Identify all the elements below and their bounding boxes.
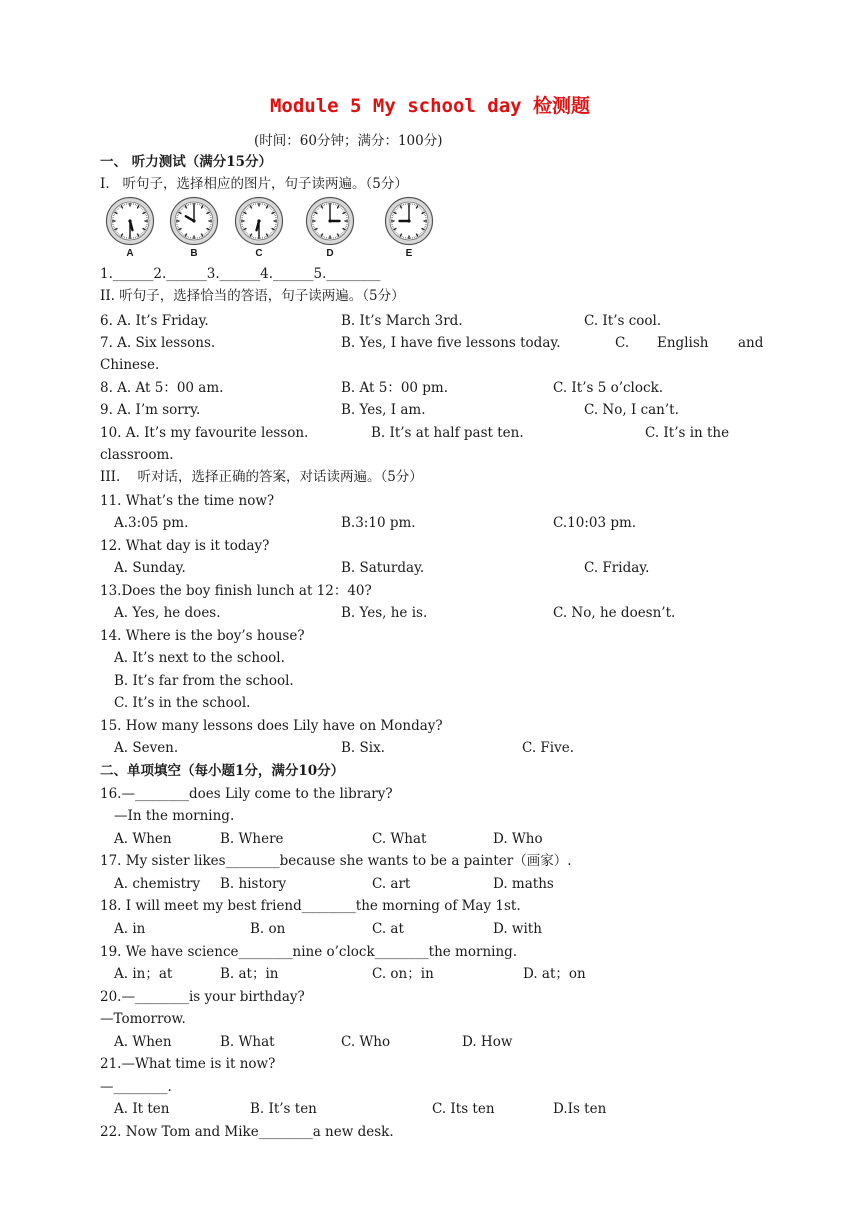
q8-option-b: B. At 5：00 pm.	[341, 380, 449, 396]
q10-option-c: C. It’s in the	[645, 425, 730, 441]
q13-option-b: B. Yes, he is.	[341, 605, 428, 621]
q10-option-c-cont: classroom.	[100, 447, 174, 463]
q13-option-c: C. No, he doesn’t.	[553, 605, 676, 621]
q17-option-b: B. history	[220, 876, 287, 892]
q18-question: 18. I will meet my best friend________the morning of May 1st.	[100, 898, 521, 914]
q21-option-a: A. It ten	[114, 1101, 170, 1117]
q6-option-a: 6. A. It’s Friday.	[100, 313, 209, 329]
q8-option-c: C. It’s 5 o’clock.	[553, 380, 664, 396]
clock-e-image	[384, 196, 434, 246]
clock-center	[257, 219, 260, 222]
q20-option-a: A. When	[114, 1034, 172, 1050]
q6-option-b: B. It’s March 3rd.	[341, 313, 463, 329]
q15-option-b: B. Six.	[341, 740, 385, 756]
q17-question: 17. My sister likes________because she wants to be a painter（画家）.	[100, 853, 572, 869]
q16-option-c: C. What	[372, 831, 427, 847]
part-i-instruction: I. 听句子，选择相应的图片，句子读两遍。（5分）	[100, 176, 408, 192]
q15-option-a: A. Seven.	[114, 740, 179, 756]
q17-option-d: D. maths	[493, 876, 554, 892]
section-multiple-choice-heading: 二、单项填空（每小题1分，满分10分）	[100, 763, 345, 779]
q9-option-b: B. Yes, I am.	[341, 402, 426, 418]
clock-label-c: C	[255, 248, 263, 259]
q14-option-c: C. It’s in the school.	[114, 695, 251, 711]
q14-option-a: A. It’s next to the school.	[114, 650, 285, 666]
q10-option-a: 10. A. It’s my favourite lesson.	[100, 425, 309, 441]
section-listening-heading: 一、 听力测试（满分15分）	[100, 154, 272, 170]
q6-option-c: C. It’s cool.	[584, 313, 662, 329]
q12-question: 12. What day is it today?	[100, 538, 270, 554]
q18-option-c: C. at	[372, 921, 404, 937]
q12-option-b: B. Saturday.	[341, 560, 425, 576]
q20-answer: —Tomorrow.	[100, 1011, 186, 1027]
q11-question: 11. What’s the time now?	[100, 493, 275, 509]
q18-option-a: A. in	[114, 921, 146, 937]
q19-option-b: B. at；in	[220, 966, 279, 982]
q7-option-c-word1: English	[657, 335, 709, 351]
q19-option-a: A. in；at	[114, 966, 173, 982]
q8-option-a: 8. A. At 5：00 am.	[100, 380, 224, 396]
q9-option-a: 9. A. I’m sorry.	[100, 402, 201, 418]
q7-option-c-letter: C.	[615, 335, 630, 351]
clock-a-image	[105, 196, 155, 246]
q20-option-d: D. How	[462, 1034, 513, 1050]
q21-option-d: D.Is ten	[553, 1101, 607, 1117]
q21-option-c: C. Its ten	[432, 1101, 495, 1117]
q17-option-c: C. art	[372, 876, 411, 892]
clock-label-b: B	[190, 248, 198, 259]
q13-question: 13.Does the boy finish lunch at 12：40?	[100, 583, 372, 599]
q15-option-c: C. Five.	[522, 740, 575, 756]
q21-option-b: B. It’s ten	[250, 1101, 317, 1117]
q13-option-a: A. Yes, he does.	[114, 605, 221, 621]
part-ii-instruction: II. 听句子，选择恰当的答语，句子读两遍。（5分）	[100, 288, 405, 304]
q11-option-b: B.3:10 pm.	[341, 515, 416, 531]
clock-center	[192, 219, 195, 222]
q16-option-d: D. Who	[493, 831, 543, 847]
clock-d-image	[305, 196, 355, 246]
q19-option-d: D. at；on	[523, 966, 586, 982]
q7-option-c-word2: and	[738, 335, 764, 351]
q7-option-a: 7. A. Six lessons.	[100, 335, 216, 351]
q10-option-b: B. It’s at half past ten.	[371, 425, 524, 441]
q22-question: 22. Now Tom and Mike________a new desk.	[100, 1124, 394, 1140]
q9-option-c: C. No, I can’t.	[584, 402, 679, 418]
q7-option-c-word3: Chinese.	[100, 357, 160, 373]
clock-center	[128, 219, 131, 222]
clock-label-d: D	[326, 248, 334, 259]
clock-center	[328, 219, 331, 222]
q21-answer-blank: —________.	[100, 1079, 172, 1095]
q11-option-a: A.3:05 pm.	[114, 515, 189, 531]
q20-option-c: C. Who	[341, 1034, 391, 1050]
q21-question: 21.—What time is it now?	[100, 1056, 276, 1072]
q14-question: 14. Where is the boy’s house?	[100, 628, 305, 644]
clock-b-image	[169, 196, 219, 246]
q11-option-c: C.10:03 pm.	[553, 515, 637, 531]
q16-option-a: A. When	[114, 831, 172, 847]
q16-answer: —In the morning.	[114, 808, 235, 824]
q19-question: 19. We have science________nine o’clock________the morning.	[100, 944, 518, 960]
q12-option-c: C. Friday.	[584, 560, 650, 576]
q20-question: 20.—________is your birthday?	[100, 989, 305, 1005]
q15-question: 15. How many lessons does Lily have on Monday?	[100, 718, 443, 734]
page-title: Module 5 My school day 检测题	[269, 95, 591, 117]
q16-option-b: B. Where	[220, 831, 284, 847]
q17-option-a: A. chemistry	[114, 876, 201, 892]
q20-option-b: B. What	[220, 1034, 275, 1050]
clock-label-e: E	[405, 248, 413, 259]
part-iii-instruction: III. 听对话，选择正确的答案，对话读两遍。（5分）	[100, 469, 423, 485]
q19-option-c: C. on；in	[372, 966, 434, 982]
clock-center	[407, 219, 410, 222]
subtitle: (时间：60分钟；满分：100分)	[254, 133, 443, 149]
q18-option-b: B. on	[250, 921, 286, 937]
answer-blanks-1-5: 1.______2.______3.______4.______5.________	[100, 266, 381, 282]
q14-option-b: B. It’s far from the school.	[114, 673, 294, 689]
q12-option-a: A. Sunday.	[114, 560, 186, 576]
q7-option-b: B. Yes, I have five lessons today.	[341, 335, 561, 351]
q16-question: 16.—________does Lily come to the library?	[100, 786, 393, 802]
clock-c-image	[234, 196, 284, 246]
q18-option-d: D. with	[493, 921, 542, 937]
clock-label-a: A	[126, 248, 134, 259]
